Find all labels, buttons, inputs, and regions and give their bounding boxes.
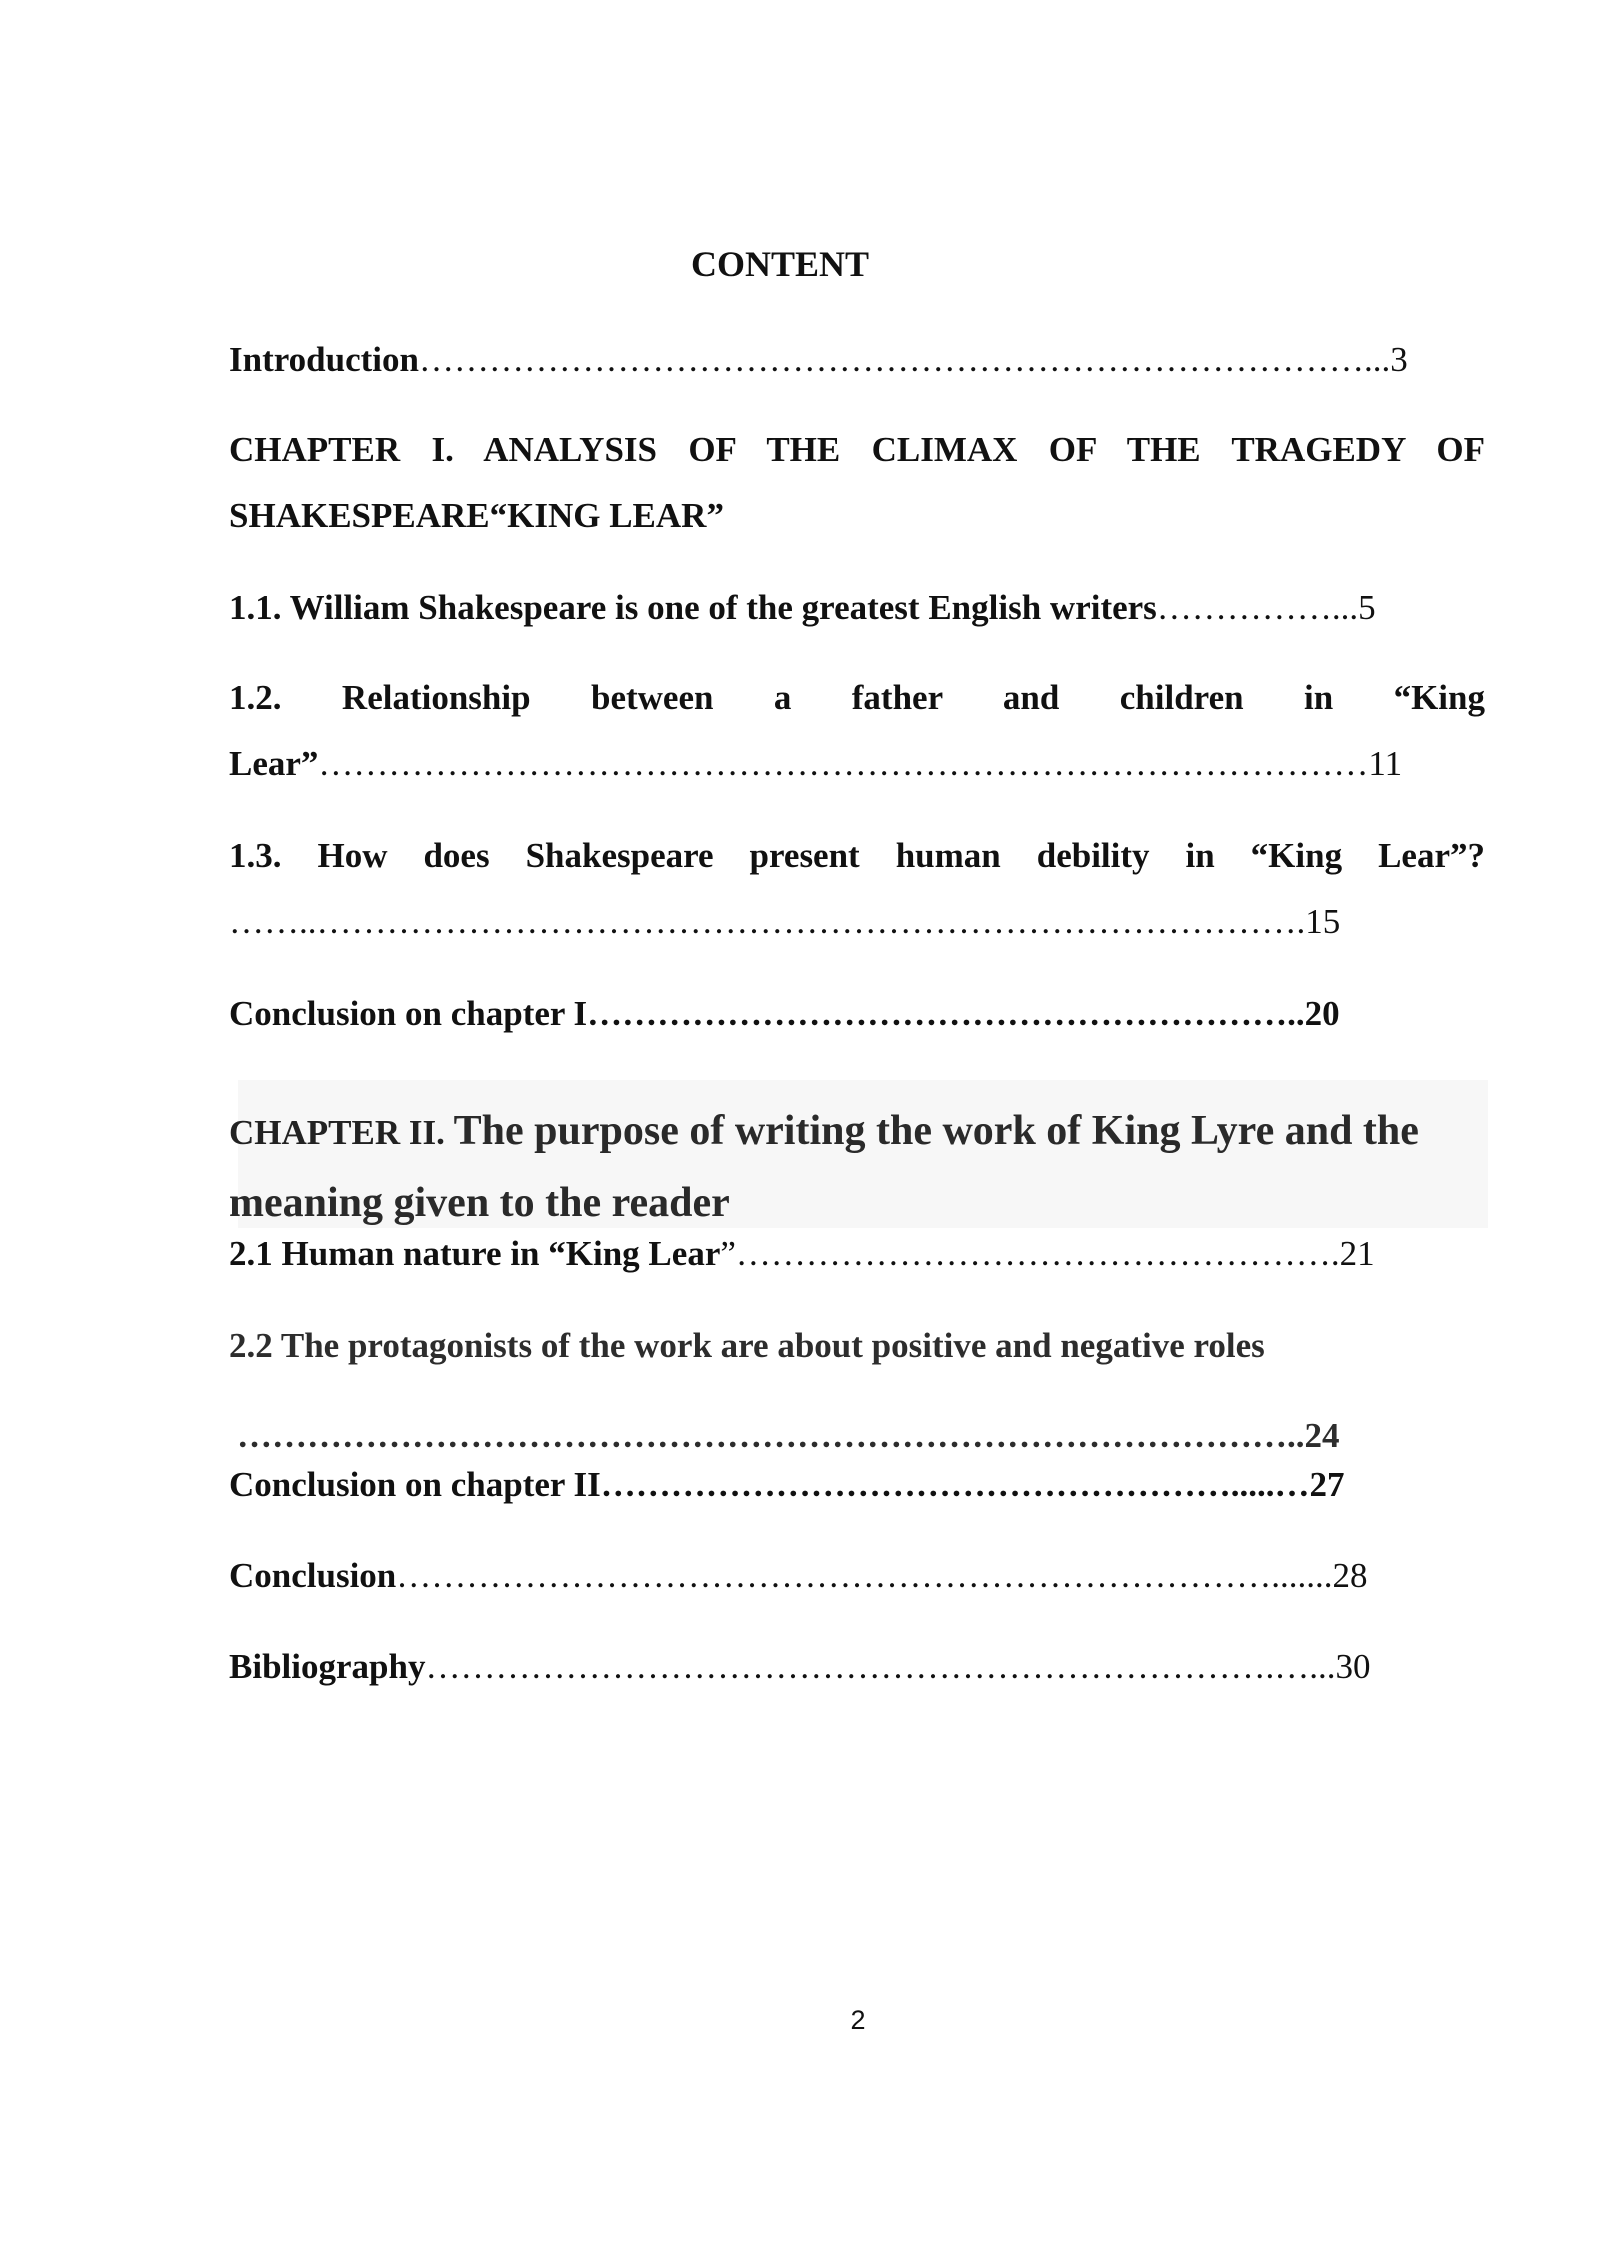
page-title: CONTENT — [690, 244, 870, 284]
toc-entry-1-3-line-2[interactable] — [229, 900, 1485, 944]
chapter-2-title: The purpose of writing the work of King Lyre and the — [453, 1108, 1419, 1154]
toc-entry-1-1[interactable] — [229, 586, 1485, 630]
chapter-2-title-cont: meaning given to the reader — [229, 1180, 730, 1226]
toc-page: 28 — [1332, 1556, 1368, 1595]
toc-label: Conclusion — [229, 1556, 397, 1595]
toc-page: 3 — [1390, 340, 1408, 379]
toc-entry-bibliography[interactable] — [229, 1645, 1485, 1689]
toc-entry-1-3-line-1[interactable]: 1.3. How does Shakespeare present human debility in “King Lear”? — [229, 836, 1485, 875]
toc-chapter-2-line-2[interactable] — [229, 1178, 1485, 1230]
toc-label: 1.1. William Shakespeare is one of the greatest English writers — [229, 588, 1157, 627]
toc-page: 5 — [1358, 588, 1376, 627]
toc-entry-conclusion-chapter-2[interactable]: Conclusion on chapter II……………………………………………….....…27 — [229, 1465, 1345, 1504]
toc-leader: ………………………………………………………………………... — [418, 340, 1391, 379]
chapter-2-prefix: CHAPTER II. — [229, 1113, 445, 1152]
toc-entry-1-2-line-2[interactable] — [229, 742, 1485, 786]
toc-label: Bibliography — [229, 1647, 426, 1686]
toc-entry-introduction[interactable] — [229, 338, 1485, 382]
toc-leader: ……………………………………………………………………………… — [318, 744, 1369, 783]
toc-leader: ……………... — [1156, 588, 1359, 627]
toc-page: 21 — [1339, 1234, 1375, 1273]
toc-entry-2-2-line-1[interactable]: 2.2 The protagonists of the work are about positive and negative roles — [229, 1326, 1265, 1365]
toc-chapter-1-line-2[interactable]: SHAKESPEARE“KING LEAR” — [229, 496, 724, 535]
toc-entry-2-1[interactable] — [229, 1232, 1485, 1276]
toc-entry-1-2-line-1[interactable]: 1.2. Relationship between a father and children in “King — [229, 678, 1485, 717]
toc-leader: …………………………………………………………………....... — [396, 1556, 1333, 1595]
toc-label: Introduction — [229, 340, 419, 379]
toc-page: 30 — [1335, 1647, 1371, 1686]
toc-chapter-2-line-1[interactable] — [229, 1106, 1485, 1158]
page-number: 2 — [850, 2005, 866, 2035]
toc-entry-conclusion[interactable] — [229, 1554, 1485, 1598]
toc-quote: ” — [720, 1234, 736, 1273]
toc-leader: ……………………………………………. — [735, 1234, 1340, 1273]
toc-page: 15 — [1305, 902, 1341, 941]
toc-label: 2.1 Human nature in “King Lear — [229, 1234, 721, 1273]
toc-leader: ……..…………………………………………………………………………. — [229, 902, 1306, 941]
toc-chapter-1-line-1[interactable]: CHAPTER I. ANALYSIS OF THE CLIMAX OF THE TRAGEDY OF — [229, 430, 1485, 469]
toc-leader: ……………………………………………………………….…... — [425, 1647, 1336, 1686]
toc-page: 11 — [1368, 744, 1403, 783]
toc-entry-2-2-line-2[interactable]: ………………………………………………………………………………..24 — [237, 1416, 1340, 1455]
toc-label: Lear” — [229, 744, 319, 783]
toc-entry-conclusion-chapter-1[interactable]: Conclusion on chapter I……………………………………………………..20 — [229, 994, 1340, 1033]
